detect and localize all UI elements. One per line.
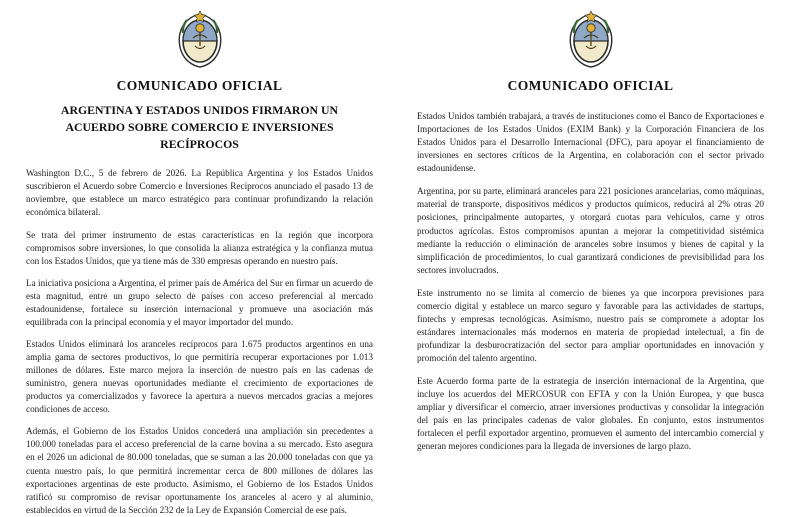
body-left xyxy=(26,167,373,517)
paragraph: Washington D.C., 5 de febrero de 2026. La República Argentina y los Estados Unidos suscribieron el Acuerdo sobre Comercio e Inversiones Recíprocos anunciado el pasado 13 de noviembre, que establece un marco estratégico para continuar profundizando la relación económica bilateral. xyxy=(26,168,373,218)
left-column xyxy=(0,0,395,515)
paragraph: Este instrumento no se limita al comercio de bienes ya que incorpora previsiones para comercio digital y establece un marco seguro y favorable para las actividades de startups, fintechs y empresas tecnológicas. Asimismo, nuestro país se compromete a adoptar los estándares internacionales más modernos en materia de propiedad intelectual, a fin de profundizar la desburocratización del sector para ampliar oportunidades en innovación y promoción del talento argentino. xyxy=(417,287,764,364)
body-right xyxy=(417,110,764,454)
argentina-coat-of-arms-icon xyxy=(171,8,229,70)
right-column xyxy=(395,0,790,474)
spacer xyxy=(417,100,764,110)
paragraph: Estados Unidos eliminará los aranceles recíprocos para 1.675 productos argentinos en una amplia gama de sectores productivos, lo que permitiría recuperar exportaciones por 1.013 millones de dólares. Este marco mejora la inserción de nuestro país en las cadenas de suministro, genera nuevas oportunidades mediante el crecimiento de exportaciones de productos ya comercializados y favorece la apertura a nuevos mercados gracias a mejores condiciones de acceso. xyxy=(26,338,373,415)
paragraph: Se trata del primer instrumento de estas características en la región que incorpora compromisos sobre inversiones, lo que consolida la alianza estratégica y la confianza mutua con los Estados Unidos, que ya tiene más de 330 empresas operando en nuestro país. xyxy=(26,229,373,266)
paragraph: Estados Unidos también trabajará, a través de instituciones como el Banco de Exportaciones e Importaciones de los Estados Unidos (EXIM Bank) y la Corporación Financiera de los Estados Unidos para el Desarrollo Internacional (DFC), para apoyar el financiamiento de inversiones en sectores críticos de la Argentina, en colaboración con el sector privado estadounidense. xyxy=(417,111,764,174)
page-title-left: COMUNICADO OFICIAL xyxy=(116,78,283,93)
crest-container-right xyxy=(417,8,764,74)
paragraph: Este Acuerdo forma parte de la estrategia de inserción internacional de la Argentina, que incluye los acuerdos del MERCOSUR con EFTA y con la Unión Europea, y que busca ampliar y diversificar el comercio, atraer inversiones productivas y consolidar la integración del país en las principales cadenas de valor globales. En conjunto, estos instrumentos fortalecen el perfil exportador argentino, promueven el aumento del intercambio comercial y generan mejores condiciones para la llegada de inversiones de largo plazo. xyxy=(417,376,764,452)
page-title-right: COMUNICADO OFICIAL xyxy=(507,78,674,93)
crest-container-left xyxy=(26,8,373,74)
page-subtitle-left: ARGENTINA Y ESTADOS UNIDOS FIRMARON UN ACUERDO SOBRE COMERCIO E INVERSIONES RECÍPROCOS xyxy=(60,103,339,152)
paragraph: Argentina, por su parte, eliminará aranceles para 221 posiciones arancelarias, como máquinas, material de transporte, dispositivos médicos y productos químicos, reducirá al 2% otras 20 posiciones, principalmente autopartes, y otorgará cuotas para vehículos, carne y otros productos agrícolas. Estos compromisos apuntan a mejorar la competitividad sistémica mediante la reducción o eliminación de aranceles sobre insumos y bienes de capital y la simplificación de procedimientos, lo cual garantizará condiciones de previsibilidad para los sectores involucrados. xyxy=(417,186,764,275)
paragraph: Además, el Gobierno de los Estados Unidos concederá una ampliación sin precedentes a 100.000 toneladas para el acceso preferencial de la carne bovina a su mercado. Esto asegura en el 2026 un adicional de 80.000 toneladas, que se suman a las 20.000 toneladas con que ya cuenta nuestro país, lo que permitirá incrementar cerca de 800 millones de dólares las exportaciones argentinas de este producto. Asimismo, el Gobierno de los Estados Unidos ratificó su compromiso de revisar oportunamente los aranceles al acero y al aluminio, establecidos en virtud de la Sección 232 de la Ley de Expansión Comercial de ese país. xyxy=(26,426,373,515)
argentina-coat-of-arms-icon xyxy=(562,8,620,70)
paragraph: La iniciativa posiciona a Argentina, el primer país de América del Sur en firmar un acuerdo de esta magnitud, entre un grupo selecto de países con acceso preferencial al mercado estadounidense, fortalece su inserción internacional y promueve una asociación más equilibrada con la principal economía y el mayor importador del mundo. xyxy=(26,277,373,327)
